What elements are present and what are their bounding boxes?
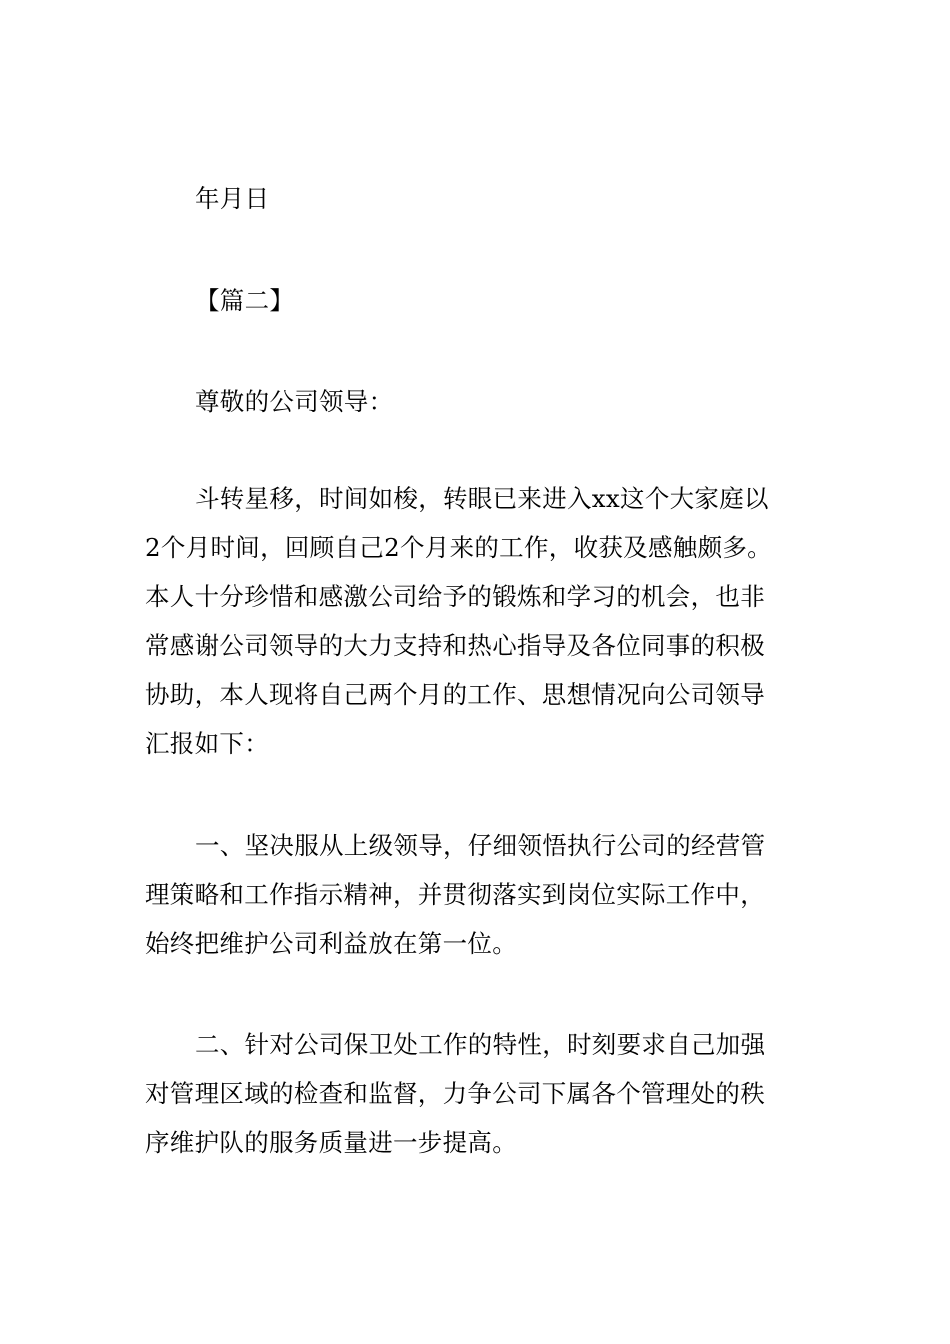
paragraph-1-line: 本人十分珍惜和感激公司给予的锻炼和学习的机会，也非 [145, 582, 765, 611]
paragraph-2 [145, 821, 810, 968]
section-title: 【篇二】 [195, 286, 295, 315]
paragraph-1 [145, 474, 810, 768]
paragraph-2-line: 一、坚决服从上级领导，仔细领悟执行公司的经营管 [195, 831, 766, 860]
paragraph-2-line: 始终把维护公司利益放在第一位。 [145, 929, 517, 958]
paragraph-3-line: 序维护队的服务质量进一步提高。 [145, 1128, 517, 1157]
paragraph-1-line: 2个月时间，回顾自己2个月来的工作，收获及感触颇多。 [145, 533, 772, 562]
paragraph-1-line: 常感谢公司领导的大力支持和热心指导及各位同事的积极 [145, 631, 765, 660]
salutation: 尊敬的公司领导： [195, 387, 394, 416]
paragraph-1-line: 斗转星移，时间如梭，转眼已来进入xx这个大家庭以 [195, 484, 769, 513]
paragraph-3 [145, 1020, 810, 1167]
paragraph-1-line: 协助，本人现将自己两个月的工作、思想情况向公司领导 [145, 680, 765, 709]
date-line: 年月日 [195, 184, 270, 213]
paragraph-2-line: 理策略和工作指示精神，并贯彻落实到岗位实际工作中， [145, 880, 765, 909]
paragraph-1-line: 汇报如下： [145, 729, 269, 758]
paragraph-3-line: 二、针对公司保卫处工作的特性，时刻要求自己加强 [195, 1030, 766, 1059]
paragraph-3-line: 对管理区域的检查和监督，力争公司下属各个管理处的秩 [145, 1079, 765, 1108]
